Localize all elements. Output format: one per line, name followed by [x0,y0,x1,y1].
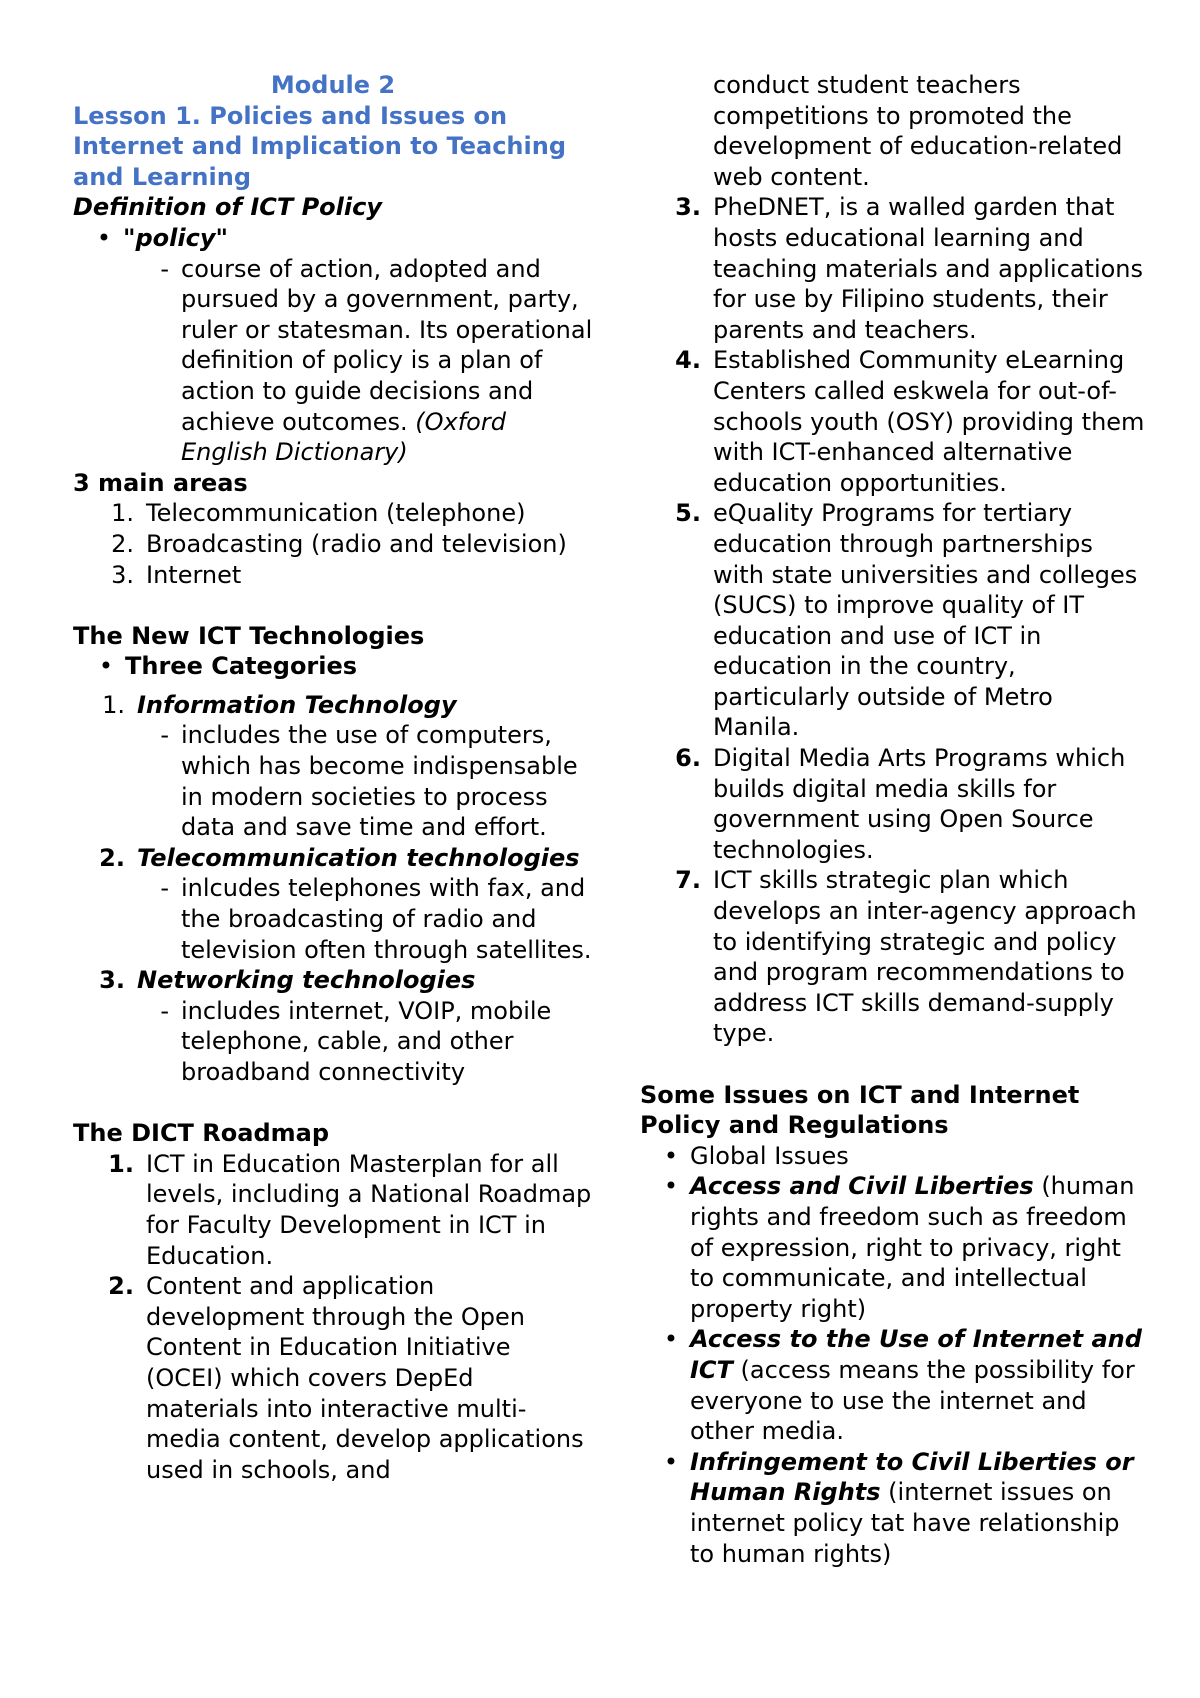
definition-heading: Definition of ICT Policy [73,193,382,222]
roadmap-item: 3. PheDNET, is a walled garden that hosts educational learning and teaching materials and applications for use by Filipino students, their parents and teachers. [675,193,1144,344]
new-ict-heading: The New ICT Technologies [73,621,425,650]
roadmap-item: 7. ICT skills strategic plan which develops an inter-agency approach to identifying strategic and policy and program recommendations to address ICT skills demand-supply type. [675,866,1137,1048]
main-areas-heading: 3 main areas [73,468,248,497]
category-item: 1. Information Technology [73,690,593,721]
roadmap-item: 5. eQuality Programs for tertiary education through partnerships with state universities and colleges (SUCS) to improve quality of IT education and use of ICT in education in the country, particularly outside of Metro Manila. [675,499,1138,742]
roadmap-item: 2. Content and application development through the Open Content in Education Initiative (OCEI) which covers DepEd materials into interactive multi-media content, develop applications used in schools, and [108,1272,584,1484]
issue-item: • Global Issues [640,1141,1145,1172]
policy-bullet-item [73,223,593,254]
issue-item: • Access to the Use of Internet and ICT (access means the possibility for everyone to use the internet and other media. [640,1324,1145,1446]
category-item: 3. Networking technologies [73,965,593,996]
roadmap-item: 4. Established Community eLearning Centers called eskwela for out-of-schools youth (OSY) providing them with ICT-enhanced alternative education opportunities. [675,346,1145,497]
bullet-icon: • [98,652,113,681]
category-title: Networking technologies [137,966,476,995]
three-categories-item: • Three Categories [73,651,593,682]
list-item: 3. Internet [111,560,242,589]
policy-definition: course of action, adopted and pursued by a government, party, ruler or statesman. Its operational definition of policy is a plan of action to guide decisions and achieve outcomes. (Oxford English Dictionary) [181,254,593,467]
issue-item: • Access and Civil Liberties (human rights and freedom such as freedom of expression, right to privacy, right to communicate, and intellectual property right) [640,1171,1145,1324]
category-description: - includes the use of computers, which has become indispensable in modern societies to process data and save time and effort. [160,721,578,842]
roadmap-item-continued: conduct student teachers competitions to promoted the development of education-related web content. [713,71,1123,191]
issue-item: • Infringement to Civil Liberties or Human Rights (internet issues on internet policy tat have relationship to human rights) [640,1447,1145,1569]
policy-definition-item [73,254,593,468]
issues-heading: Some Issues on ICT and Internet Policy and Regulations [640,1080,1080,1140]
category-title: Telecommunication technologies [137,843,580,872]
category-item: 2. Telecommunication technologies [73,843,593,874]
category-title: Information Technology [137,690,457,719]
roadmap-heading: The DICT Roadmap [73,1119,330,1148]
module-title: Module 2 [270,71,396,99]
right-column [640,70,1145,1569]
policy-source: (Oxford English Dictionary) [181,407,506,467]
roadmap-item: 6. Digital Media Arts Programs which builds digital media skills for government using Open Source technologies. [675,744,1126,864]
bullet-icon: • [663,1447,678,1476]
category-description: - includes internet, VOIP, mobile telephone, cable, and other broadband connectivity [160,996,552,1086]
list-item: 1. Telecommunication (telephone) [111,499,526,528]
bullet-icon: • [663,1172,678,1201]
bullet-icon: • [96,223,111,252]
lesson-title: Lesson 1. Policies and Issues on Internet and Implication to Teaching and Learning [73,101,567,191]
policy-term: "policy" [123,223,228,252]
bullet-icon: • [663,1141,678,1170]
bullet-icon: • [663,1325,678,1354]
roadmap-item: 1. ICT in Education Masterplan for all levels, including a National Roadmap for Faculty Development in ICT in Education. [108,1149,592,1270]
left-column [73,70,593,1485]
dash-marker: - [160,254,169,283]
list-item: 2. Broadcasting (radio and television) [111,529,567,558]
category-description: - inlcudes telephones with fax, and the broadcasting of radio and television often through satellites. [160,874,592,964]
